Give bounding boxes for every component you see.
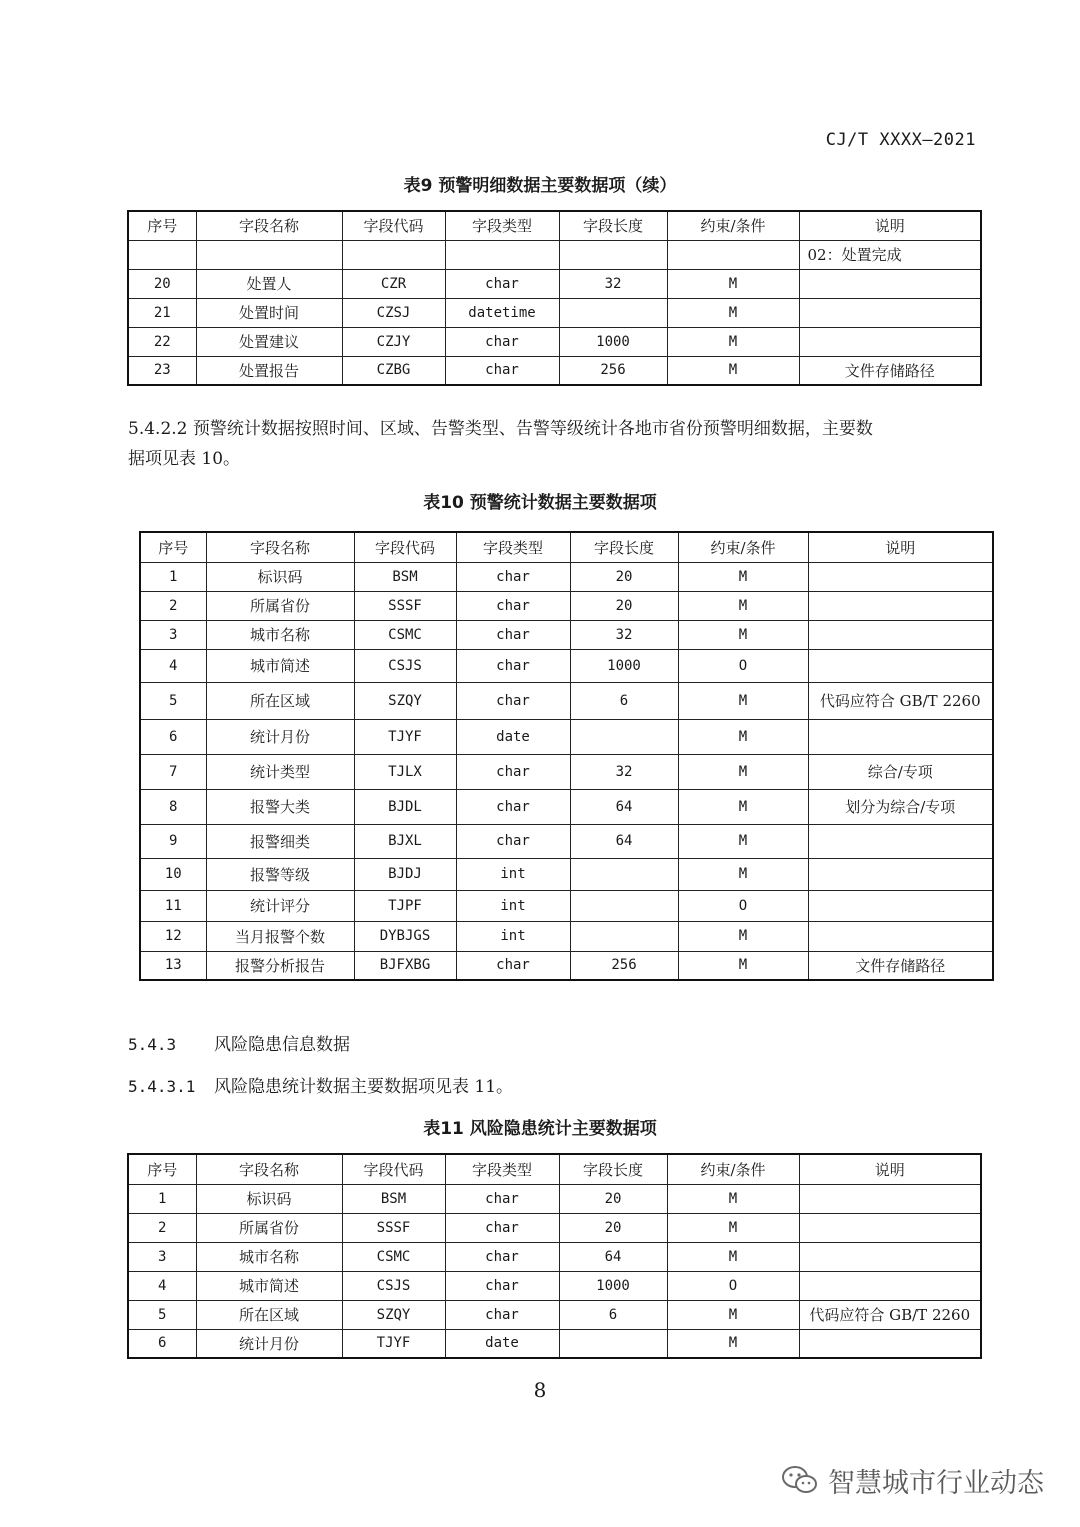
cell-constraint: M: [678, 620, 808, 649]
cell-note: [799, 327, 981, 356]
cell-constraint: M: [678, 719, 808, 754]
table-row: [140, 789, 993, 824]
cell-seq: 2: [128, 1213, 196, 1242]
cell-field-code: CZBG: [342, 356, 445, 385]
cell-field-code: TJLX: [354, 754, 456, 789]
header-field-code: 字段代码: [342, 211, 445, 240]
paragraph-5-4-3-1: [128, 1072, 513, 1097]
cell-seq: 23: [128, 356, 196, 385]
cell-field-length: 32: [559, 269, 667, 298]
table-row: [140, 858, 993, 890]
table-row: [140, 824, 993, 858]
cell-seq: 22: [128, 327, 196, 356]
table-row: [128, 1242, 981, 1271]
cell-constraint: M: [667, 298, 799, 327]
header-field-code: 字段代码: [354, 532, 456, 562]
header-field-code: 字段代码: [342, 1154, 445, 1184]
cell-seq: 10: [140, 858, 206, 890]
cell-field-name: 处置时间: [196, 298, 342, 327]
cell-field-name: 处置报告: [196, 356, 342, 385]
cell-field-length: [570, 890, 678, 921]
cell-field-length: 6: [559, 1300, 667, 1329]
cell-note: [808, 649, 993, 682]
cell-field-code: CZR: [342, 269, 445, 298]
cell-field-code: CZJY: [342, 327, 445, 356]
wechat-icon: [780, 1464, 820, 1496]
cell-field-length: 64: [570, 789, 678, 824]
paragraph-number: 5.4.3.1: [128, 1077, 196, 1096]
cell-note: [799, 1329, 981, 1358]
cell-field-length: [570, 858, 678, 890]
cell-constraint: [667, 240, 799, 269]
cell-note: [808, 719, 993, 754]
header-field-type: 字段类型: [445, 211, 559, 240]
cell-constraint: M: [678, 824, 808, 858]
cell-field-code: CSJS: [342, 1271, 445, 1300]
cell-constraint: M: [667, 1184, 799, 1213]
cell-seq: 1: [128, 1184, 196, 1213]
table-row: [140, 719, 993, 754]
cell-seq: 6: [128, 1329, 196, 1358]
header-seq: 序号: [128, 1154, 196, 1184]
cell-constraint: M: [667, 356, 799, 385]
cell-seq: 11: [140, 890, 206, 921]
cell-field-length: 256: [559, 356, 667, 385]
table-row: [140, 951, 993, 980]
cell-field-code: CZSJ: [342, 298, 445, 327]
cell-seq: 9: [140, 824, 206, 858]
cell-field-code: BJXL: [354, 824, 456, 858]
header-constraint: 约束/条件: [667, 1154, 799, 1184]
cell-seq: 1: [140, 562, 206, 591]
cell-field-type: char: [445, 1242, 559, 1271]
table11: [127, 1153, 982, 1359]
cell-field-name: 城市简述: [196, 1271, 342, 1300]
cell-field-type: char: [456, 682, 570, 719]
table-row: [128, 1271, 981, 1300]
cell-field-type: char: [456, 591, 570, 620]
cell-seq: 21: [128, 298, 196, 327]
cell-field-length: [559, 298, 667, 327]
cell-field-type: date: [456, 719, 570, 754]
cell-field-length: [559, 240, 667, 269]
cell-field-type: char: [456, 649, 570, 682]
header-field-type: 字段类型: [445, 1154, 559, 1184]
cell-field-code: BJFXBG: [354, 951, 456, 980]
cell-field-code: TJPF: [354, 890, 456, 921]
cell-field-name: 当月报警个数: [206, 921, 354, 951]
table-row: [140, 649, 993, 682]
cell-field-name: 报警分析报告: [206, 951, 354, 980]
cell-field-length: 20: [570, 562, 678, 591]
cell-constraint: M: [667, 269, 799, 298]
table10: [139, 531, 994, 981]
cell-constraint: M: [667, 1242, 799, 1271]
cell-constraint: M: [678, 562, 808, 591]
cell-seq: 3: [128, 1242, 196, 1271]
cell-field-type: datetime: [445, 298, 559, 327]
table-row: [128, 1184, 981, 1213]
cell-field-length: 20: [559, 1184, 667, 1213]
cell-field-name: 城市名称: [196, 1242, 342, 1271]
cell-field-type: char: [445, 1300, 559, 1329]
cell-seq: 3: [140, 620, 206, 649]
cell-note: [808, 824, 993, 858]
table9-caption: 表9 预警明细数据主要数据项（续）: [403, 176, 677, 196]
cell-seq: 20: [128, 269, 196, 298]
cell-constraint: M: [667, 327, 799, 356]
cell-field-type: char: [445, 356, 559, 385]
header-constraint: 约束/条件: [678, 532, 808, 562]
cell-constraint: O: [678, 649, 808, 682]
cell-field-name: 报警等级: [206, 858, 354, 890]
cell-field-code: BJDJ: [354, 858, 456, 890]
cell-note: [808, 620, 993, 649]
cell-field-length: [570, 921, 678, 951]
cell-note: [808, 921, 993, 951]
table11-caption: 表11 风险隐患统计主要数据项: [423, 1119, 657, 1139]
cell-note: [799, 1242, 981, 1271]
cell-constraint: M: [678, 682, 808, 719]
cell-constraint: M: [678, 754, 808, 789]
table-header-row: [128, 211, 981, 240]
cell-field-name: 统计类型: [206, 754, 354, 789]
cell-note: [799, 1213, 981, 1242]
cell-constraint: M: [667, 1300, 799, 1329]
header-field-name: 字段名称: [206, 532, 354, 562]
cell-field-code: CSMC: [342, 1242, 445, 1271]
header-note: 说明: [808, 532, 993, 562]
table-row: [128, 356, 981, 385]
cell-note: [808, 562, 993, 591]
cell-field-length: 20: [559, 1213, 667, 1242]
watermark-text: 智慧城市行业动态: [828, 1467, 1044, 1499]
cell-constraint: M: [678, 951, 808, 980]
cell-note: [799, 1271, 981, 1300]
cell-field-length: 64: [559, 1242, 667, 1271]
cell-constraint: O: [678, 890, 808, 921]
cell-note: 综合/专项: [808, 754, 993, 789]
cell-note: 文件存储路径: [799, 356, 981, 385]
header-seq: 序号: [140, 532, 206, 562]
cell-field-length: 6: [570, 682, 678, 719]
table-row: [140, 620, 993, 649]
cell-field-code: SSSF: [354, 591, 456, 620]
table-row: [128, 1213, 981, 1242]
cell-field-type: char: [456, 620, 570, 649]
section-heading-5-4-3: [128, 1030, 350, 1055]
cell-field-type: char: [456, 951, 570, 980]
cell-constraint: M: [667, 1329, 799, 1358]
cell-field-length: [559, 1329, 667, 1358]
cell-note: [799, 298, 981, 327]
cell-field-name: 处置建议: [196, 327, 342, 356]
table-row: [140, 682, 993, 719]
cell-seq: 4: [128, 1271, 196, 1300]
cell-constraint: M: [678, 858, 808, 890]
paragraph-line: 5.4.2.2 预警统计数据按照时间、区域、告警类型、告警等级统计各地市省份预警明细数据，主要数: [128, 419, 873, 439]
cell-field-length: 32: [570, 620, 678, 649]
table-row: [128, 1300, 981, 1329]
header-field-length: 字段长度: [559, 211, 667, 240]
cell-note: [808, 858, 993, 890]
cell-seq: 2: [140, 591, 206, 620]
cell-field-name: [196, 240, 342, 269]
cell-seq: 6: [140, 719, 206, 754]
standard-code: CJ/T XXXX—2021: [825, 130, 976, 150]
cell-field-length: 32: [570, 754, 678, 789]
cell-constraint: M: [678, 591, 808, 620]
cell-field-length: 20: [570, 591, 678, 620]
cell-field-code: CSJS: [354, 649, 456, 682]
cell-field-code: SSSF: [342, 1213, 445, 1242]
cell-field-code: BJDL: [354, 789, 456, 824]
cell-field-code: DYBJGS: [354, 921, 456, 951]
table-row: [128, 269, 981, 298]
cell-seq: 8: [140, 789, 206, 824]
cell-field-length: 1000: [570, 649, 678, 682]
watermark: [780, 1461, 1044, 1499]
header-field-name: 字段名称: [196, 1154, 342, 1184]
cell-field-name: 统计月份: [206, 719, 354, 754]
cell-field-code: SZQY: [342, 1300, 445, 1329]
header-note: 说明: [799, 211, 981, 240]
header-field-length: 字段长度: [559, 1154, 667, 1184]
cell-field-name: 统计评分: [206, 890, 354, 921]
cell-field-name: 标识码: [206, 562, 354, 591]
cell-field-name: 处置人: [196, 269, 342, 298]
cell-seq: 13: [140, 951, 206, 980]
section-title: 风险隐患信息数据: [214, 1035, 350, 1055]
paragraph-line: 据项见表 10。: [128, 449, 241, 469]
cell-field-type: [445, 240, 559, 269]
cell-seq: [128, 240, 196, 269]
cell-field-length: 256: [570, 951, 678, 980]
cell-field-length: 1000: [559, 1271, 667, 1300]
cell-field-type: int: [456, 921, 570, 951]
cell-field-name: 所在区域: [206, 682, 354, 719]
section-number: 5.4.3: [128, 1035, 177, 1054]
table-row: [140, 890, 993, 921]
cell-field-code: [342, 240, 445, 269]
paragraph-5-4-2-2: [128, 414, 978, 474]
cell-field-type: char: [456, 562, 570, 591]
cell-constraint: M: [678, 789, 808, 824]
table9: [127, 210, 982, 386]
cell-field-type: char: [456, 754, 570, 789]
table-row: [128, 240, 981, 269]
header-field-type: 字段类型: [456, 532, 570, 562]
cell-field-type: char: [445, 1213, 559, 1242]
cell-note: 文件存储路径: [808, 951, 993, 980]
cell-note: 划分为综合/专项: [808, 789, 993, 824]
cell-field-name: 统计月份: [196, 1329, 342, 1358]
cell-field-type: char: [445, 269, 559, 298]
cell-note: [799, 269, 981, 298]
cell-note: 02：处置完成: [799, 240, 981, 269]
cell-field-type: date: [445, 1329, 559, 1358]
table10-caption: 表10 预警统计数据主要数据项: [423, 493, 657, 513]
header-field-length: 字段长度: [570, 532, 678, 562]
cell-field-name: 城市名称: [206, 620, 354, 649]
cell-field-length: [570, 719, 678, 754]
cell-field-code: TJYF: [342, 1329, 445, 1358]
cell-field-type: char: [456, 824, 570, 858]
cell-field-name: 标识码: [196, 1184, 342, 1213]
cell-field-length: 1000: [559, 327, 667, 356]
cell-field-length: 64: [570, 824, 678, 858]
cell-seq: 5: [128, 1300, 196, 1329]
cell-seq: 7: [140, 754, 206, 789]
cell-field-name: 所属省份: [206, 591, 354, 620]
cell-note: 代码应符合 GB/T 2260: [808, 682, 993, 719]
cell-field-type: char: [456, 789, 570, 824]
header-field-name: 字段名称: [196, 211, 342, 240]
table-header-row: [128, 1154, 981, 1184]
cell-field-type: char: [445, 1184, 559, 1213]
header-note: 说明: [799, 1154, 981, 1184]
cell-seq: 5: [140, 682, 206, 719]
table-row: [128, 327, 981, 356]
cell-field-name: 报警细类: [206, 824, 354, 858]
cell-field-name: 报警大类: [206, 789, 354, 824]
cell-field-name: 所在区域: [196, 1300, 342, 1329]
table-header-row: [140, 532, 993, 562]
cell-seq: 12: [140, 921, 206, 951]
cell-field-name: 所属省份: [196, 1213, 342, 1242]
header-constraint: 约束/条件: [667, 211, 799, 240]
cell-note: [799, 1184, 981, 1213]
table-row: [140, 754, 993, 789]
table-row: [140, 921, 993, 951]
cell-field-code: BSM: [354, 562, 456, 591]
cell-constraint: O: [667, 1271, 799, 1300]
cell-seq: 4: [140, 649, 206, 682]
table-row: [128, 1329, 981, 1358]
cell-field-type: int: [456, 858, 570, 890]
cell-field-type: int: [456, 890, 570, 921]
cell-note: [808, 890, 993, 921]
table-row: [140, 562, 993, 591]
cell-constraint: M: [667, 1213, 799, 1242]
cell-note: 代码应符合 GB/T 2260: [799, 1300, 981, 1329]
cell-field-code: TJYF: [354, 719, 456, 754]
cell-field-name: 城市简述: [206, 649, 354, 682]
table-row: [128, 298, 981, 327]
cell-field-code: SZQY: [354, 682, 456, 719]
table-row: [140, 591, 993, 620]
cell-field-type: char: [445, 1271, 559, 1300]
cell-field-type: char: [445, 327, 559, 356]
cell-note: [808, 591, 993, 620]
cell-field-code: CSMC: [354, 620, 456, 649]
cell-field-code: BSM: [342, 1184, 445, 1213]
cell-constraint: M: [678, 921, 808, 951]
page-number: 8: [533, 1378, 547, 1402]
paragraph-text: 风险隐患统计数据主要数据项见表 11。: [214, 1077, 514, 1097]
header-seq: 序号: [128, 211, 196, 240]
